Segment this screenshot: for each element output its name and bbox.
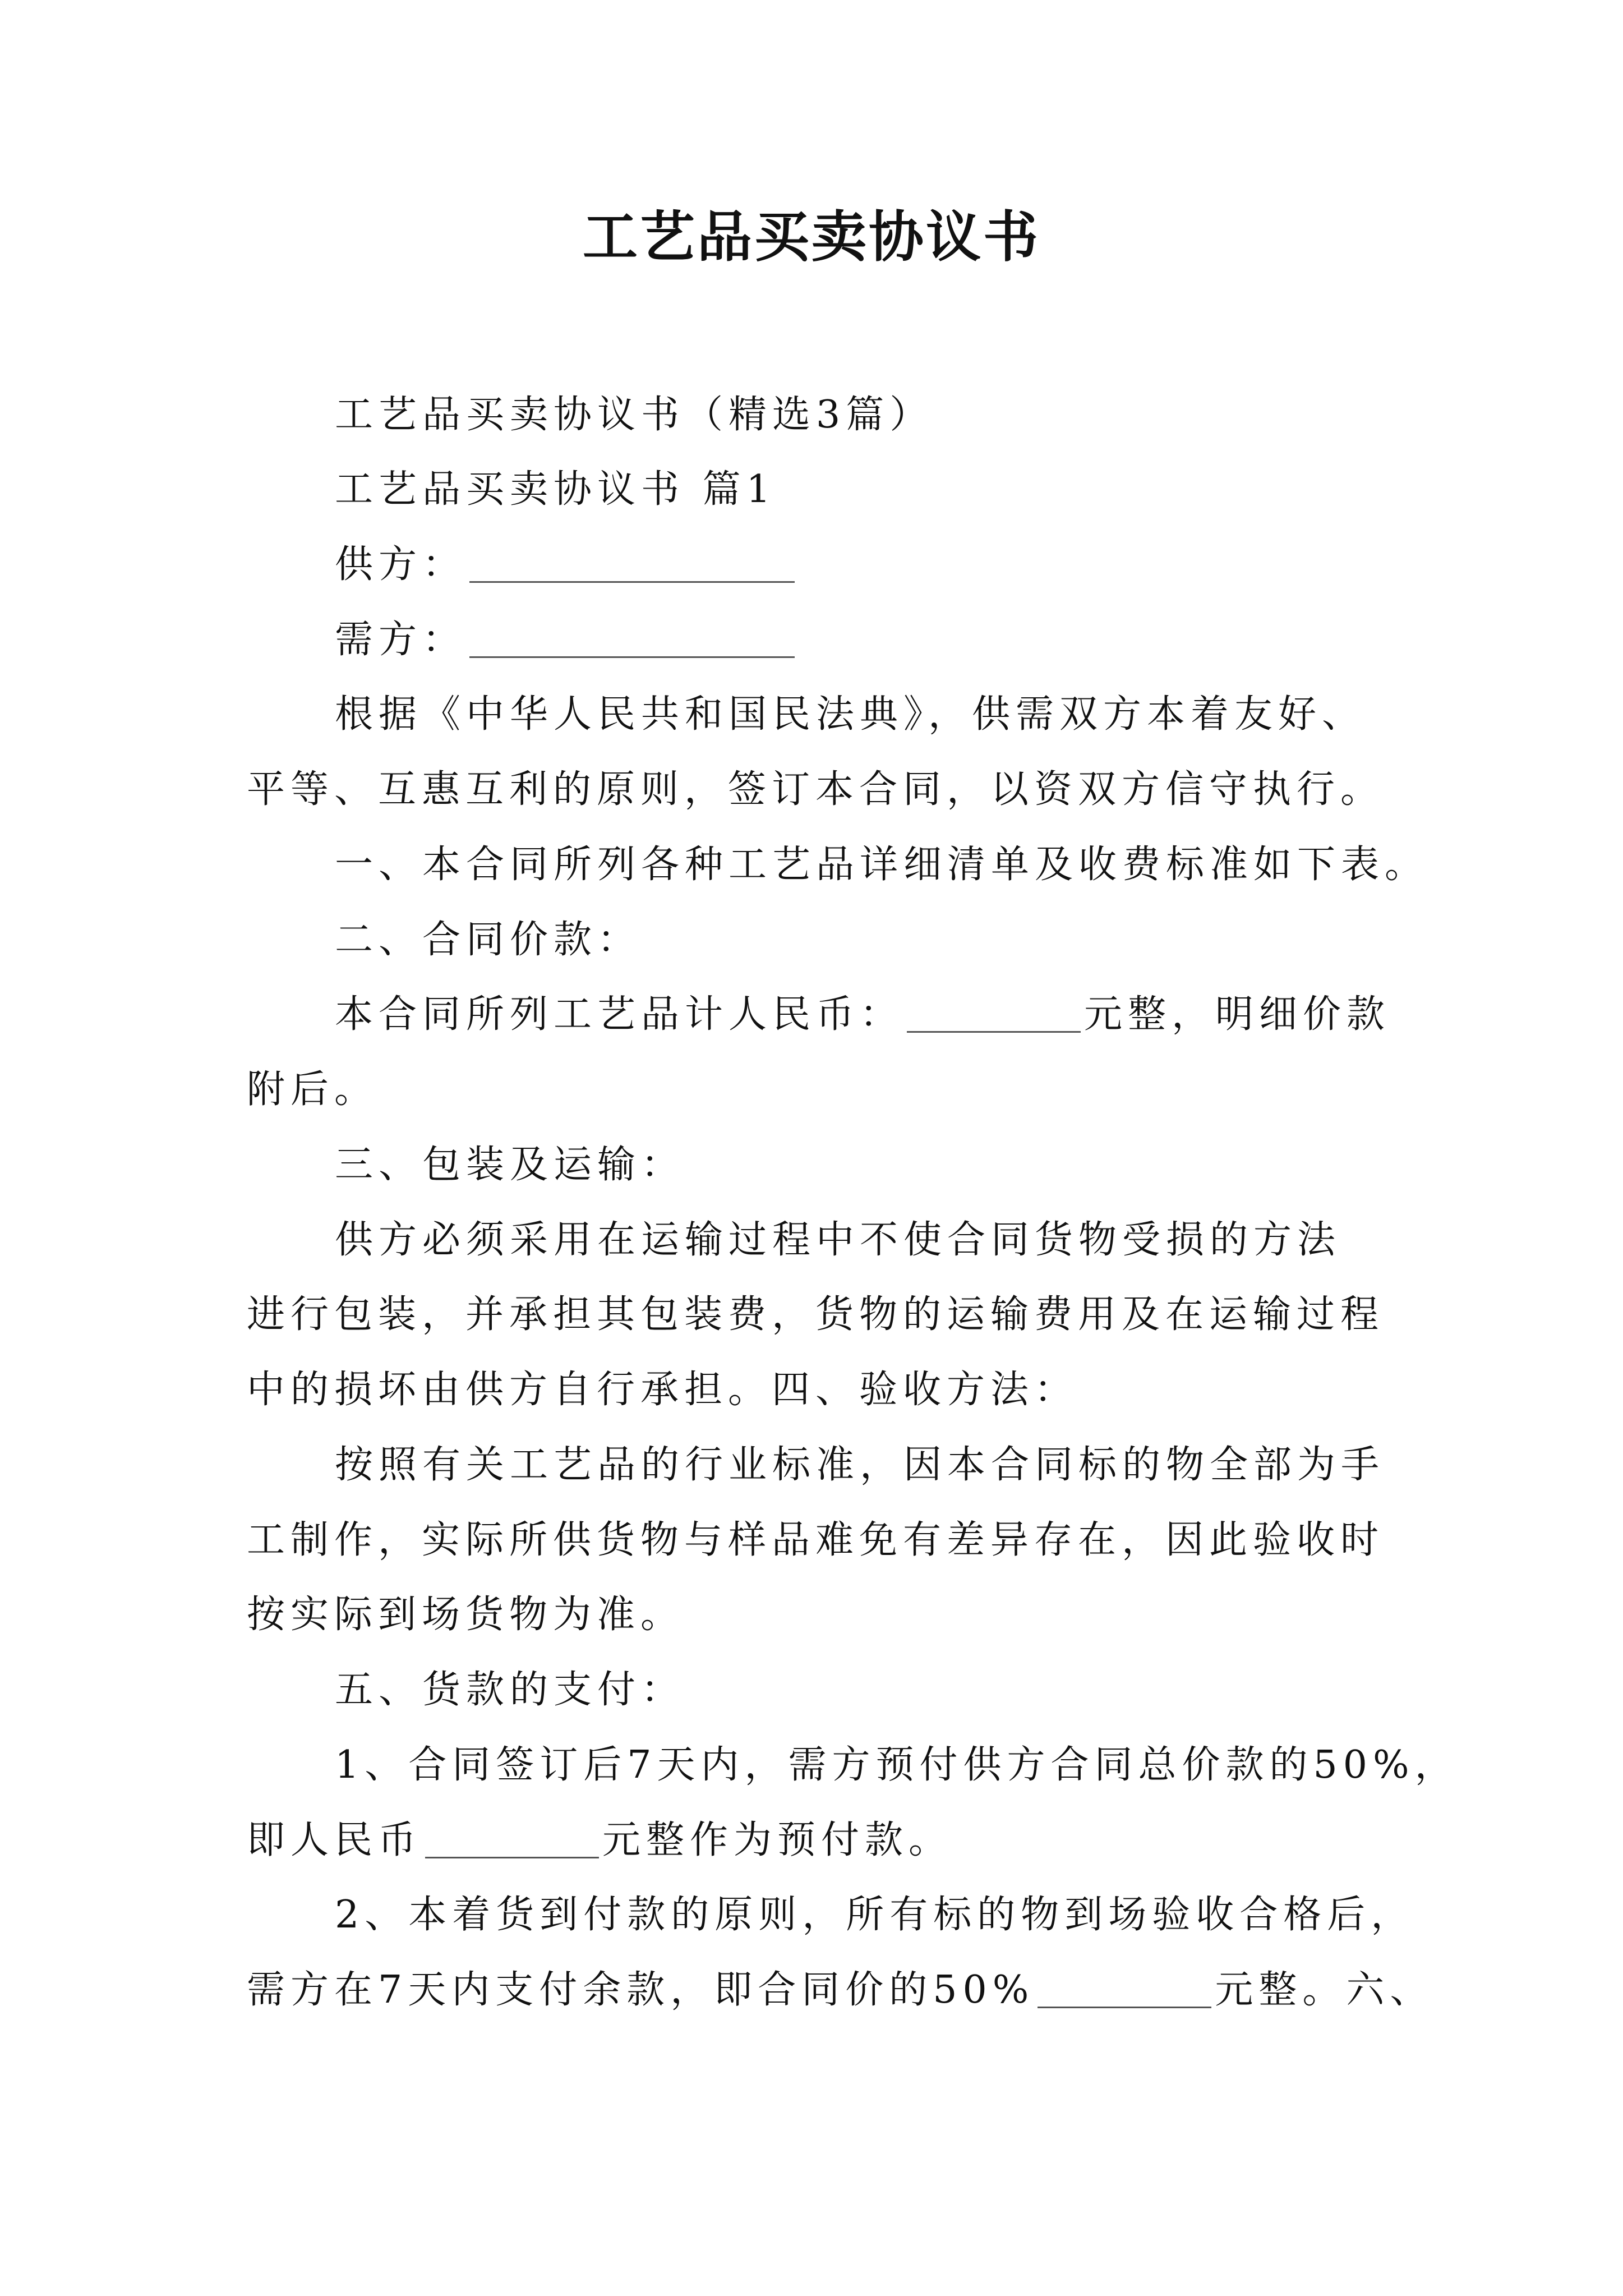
clause-5-heading: 五、货款的支付：	[335, 1668, 685, 1712]
pay-1-line-1: 1、合同签订后7天内，需方预付供方合同总价款的50%，	[335, 1743, 1459, 1787]
pack-line-1: 供方必须采用在运输过程中不使合同货物受损的方法	[335, 1218, 1341, 1262]
clause-3-heading: 三、包装及运输：	[335, 1143, 685, 1187]
pay-2-text-pre: 需方在7天内支付余款，即合同价的50%	[247, 1968, 1035, 2012]
document-title: 工艺品买卖协议书	[582, 205, 1040, 269]
pay-2-text-post: 元整。六、	[1215, 1968, 1434, 2012]
pay-2-line-2	[247, 1962, 1433, 2018]
pay-2-line-1: 2、本着货到付款的原则，所有标的物到场验收合格后，	[335, 1893, 1415, 1937]
balance-blank	[1038, 2006, 1211, 2008]
clause-2-heading: 二、合同价款：	[335, 918, 642, 962]
section-heading: 工艺品买卖协议书 篇1	[335, 467, 776, 512]
pack-line-3: 中的损坏由供方自行承担。四、验收方法：	[247, 1368, 1078, 1412]
pay-1-line-2	[247, 1812, 952, 1869]
buyer-blank	[469, 656, 795, 658]
price-line-2: 附后。	[247, 1068, 379, 1112]
buyer-label: 需方：	[335, 618, 467, 662]
intro-line-2: 平等、互惠互利的原则，签订本合同，以资双方信守执行。	[247, 767, 1385, 812]
accept-line-3: 按实际到场货物为准。	[247, 1593, 685, 1637]
intro-line-1: 根据《中华人民共和国民法典》，供需双方本着友好、	[335, 692, 1366, 737]
price-text-post: 元整，明细价款	[1084, 992, 1391, 1037]
pay-1-text-post: 元整作为预付款。	[602, 1818, 953, 1862]
subtitle: 工艺品买卖协议书（精选3篇）	[335, 393, 934, 437]
pay-1-text-pre: 即人民币	[247, 1818, 422, 1862]
supplier-label: 供方：	[335, 542, 467, 587]
accept-line-2: 工制作，实际所供货物与样品难免有差异存在，因此验收时	[247, 1518, 1385, 1562]
price-line-1	[335, 987, 1390, 1043]
supplier-line	[335, 537, 798, 593]
prepay-blank	[425, 1856, 599, 1858]
supplier-blank	[469, 581, 795, 583]
price-text-pre: 本合同所列工艺品计人民币：	[335, 992, 904, 1037]
price-blank	[907, 1030, 1081, 1033]
buyer-line	[335, 612, 798, 668]
clause-1: 一、本合同所列各种工艺品详细清单及收费标准如下表。	[335, 843, 1429, 887]
accept-line-1: 按照有关工艺品的行业标准，因本合同标的物全部为手	[335, 1443, 1385, 1487]
pack-line-2: 进行包装，并承担其包装费，货物的运输费用及在运输过程	[247, 1292, 1385, 1337]
